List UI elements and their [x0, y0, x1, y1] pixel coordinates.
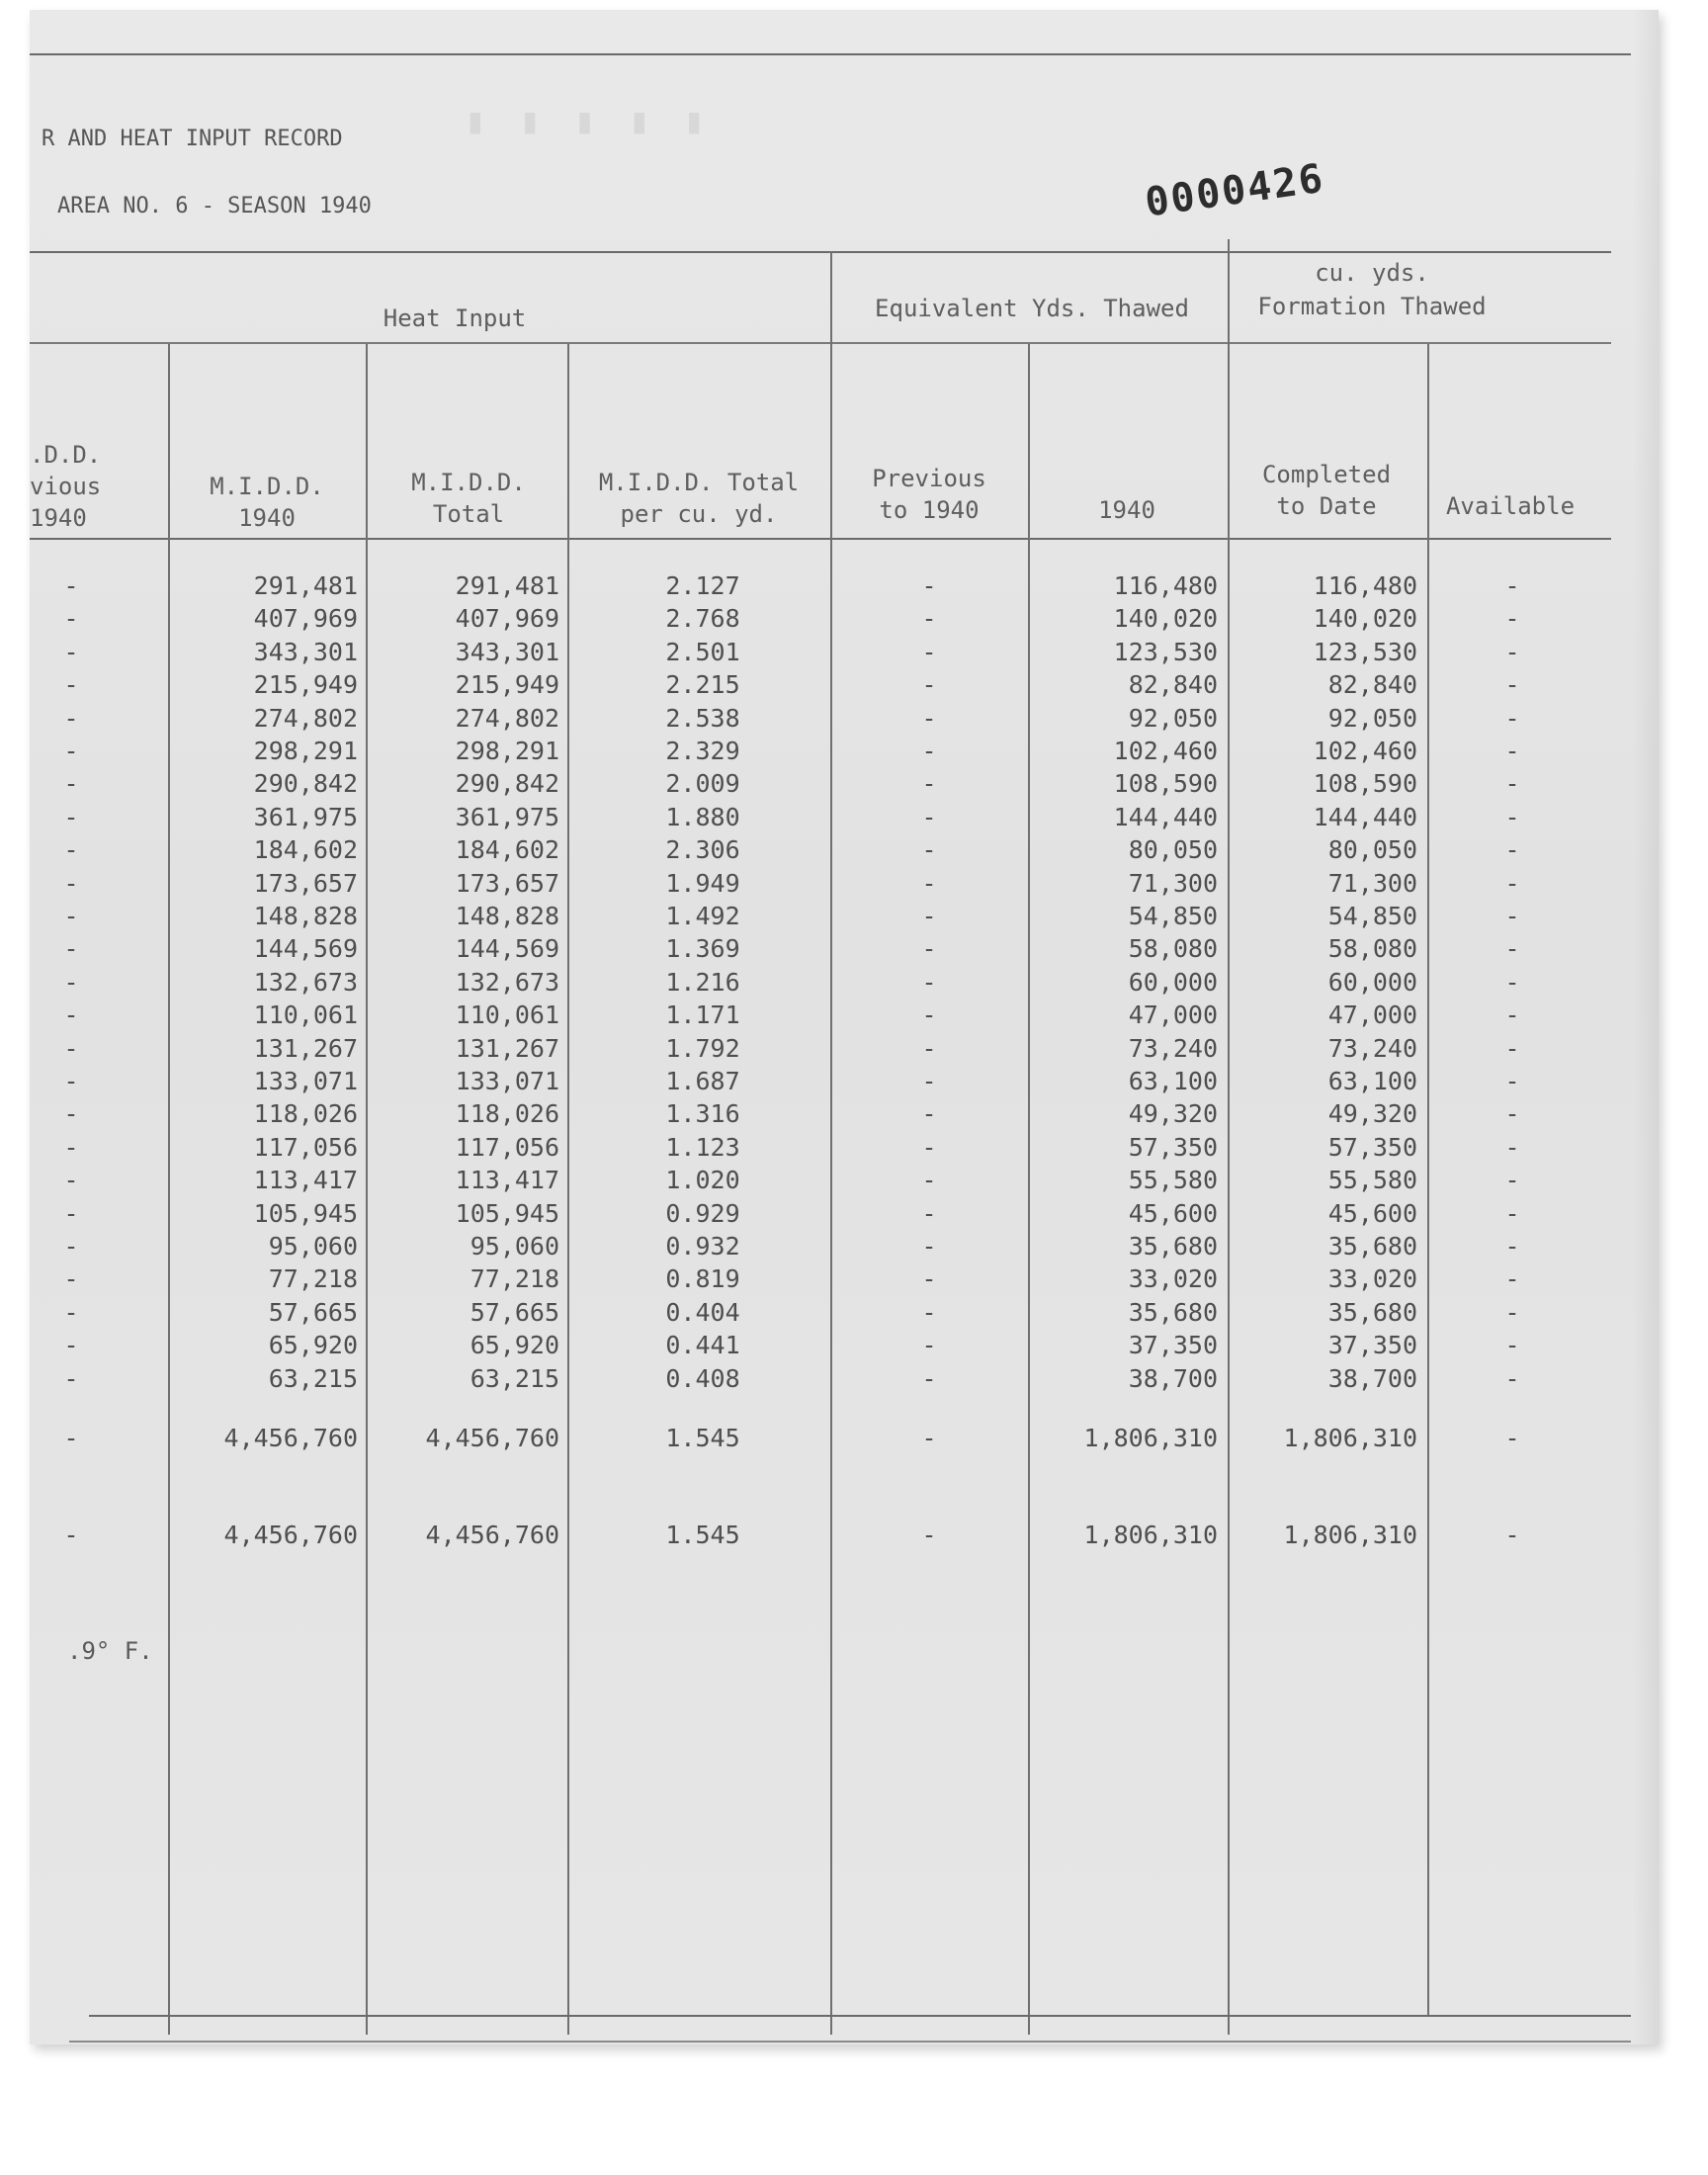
cell-midd-1940: 361,975	[253, 802, 358, 831]
cell-completed: 82,840	[1327, 670, 1417, 700]
cell-prev-midd: -	[63, 1198, 79, 1228]
cell-prev-midd: -	[63, 934, 79, 964]
col-header-previous-midd: .D.D. vious 1940	[30, 441, 102, 532]
cell-midd-1940: 131,267	[253, 1033, 358, 1063]
cell-prev-1940: -	[921, 1297, 937, 1327]
col-rule-3	[567, 344, 569, 2035]
col-header-completed: Completed to Date	[1261, 461, 1392, 520]
cell-yds-1940: 63,100	[1128, 1067, 1218, 1095]
cell-midd-per-yd: 1.369	[665, 934, 740, 964]
cell-midd-per-yd: 1.316	[665, 1099, 740, 1129]
cell-prev-midd: -	[63, 1232, 79, 1261]
bottom-rule-2	[69, 2041, 1631, 2043]
cell-prev-1940: -	[921, 604, 937, 634]
cell-midd-per-yd: 2.538	[665, 703, 740, 733]
cell-yds-1940: 58,080	[1128, 934, 1218, 964]
col-rule-5	[1028, 344, 1030, 2035]
cell-prev-midd: -	[63, 1067, 79, 1095]
cell-prev-1940: -	[921, 1363, 937, 1393]
cell-yds-1940: 33,020	[1128, 1264, 1218, 1294]
cell-prev-midd: -	[63, 1033, 79, 1063]
cell-available: -	[1504, 1099, 1520, 1129]
cell-prev-1940: -	[921, 1232, 937, 1261]
col-header-available: Available	[1445, 492, 1576, 520]
cell-midd-total: 274,802	[455, 703, 559, 733]
group-header-formation-2: Formation Thawed	[1257, 293, 1487, 320]
cell-yds-1940: 140,020	[1113, 604, 1218, 634]
cell-available: -	[1504, 1132, 1520, 1162]
cell-midd-per-yd: 1.216	[665, 967, 740, 997]
cell-midd-1940: 343,301	[253, 637, 358, 666]
cell-prev-1940: -	[921, 1198, 937, 1228]
cell-prev-1940: -	[921, 637, 937, 666]
cell-prev-midd: -	[63, 835, 79, 865]
header-top-rule	[30, 251, 1611, 253]
cell-midd-1940: 274,802	[253, 703, 358, 733]
cell-midd-per-yd: 1.492	[665, 902, 740, 930]
document-sheet	[30, 10, 1659, 2044]
col-rule-2	[366, 344, 368, 2035]
cell-prev-midd: -	[63, 1000, 79, 1030]
cell-yds-1940: 54,850	[1128, 902, 1218, 930]
cell-yds-1940: 37,350	[1128, 1331, 1218, 1360]
cell-yds-1940: 123,530	[1113, 637, 1218, 666]
cell-midd-total: 407,969	[455, 604, 559, 634]
cell-prev-1940: -	[921, 1166, 937, 1195]
cell-completed: 71,300	[1327, 868, 1417, 898]
cell-yds-1940: 80,050	[1128, 835, 1218, 865]
cell-midd-per-yd: 1.949	[665, 868, 740, 898]
cell-yds-1940: 144,440	[1113, 802, 1218, 831]
cell-yds-1940: 108,590	[1113, 769, 1218, 799]
cell-prev-1940: -	[921, 703, 937, 733]
cell-midd-total: 4,456,760	[425, 1424, 559, 1452]
cell-midd-per-yd: 1.545	[665, 1424, 740, 1452]
cell-prev-1940: -	[921, 769, 937, 799]
cell-midd-1940: 95,060	[268, 1232, 358, 1261]
cell-prev-midd: -	[63, 604, 79, 634]
cell-prev-1940: -	[921, 1132, 937, 1162]
cell-prev-1940: -	[921, 802, 937, 831]
cell-prev-midd: -	[63, 868, 79, 898]
cell-prev-midd: -	[63, 1521, 79, 1549]
cell-midd-total: 361,975	[455, 802, 559, 831]
cell-midd-total: 298,291	[455, 737, 559, 765]
cell-midd-total: 117,056	[455, 1132, 559, 1162]
cell-prev-1940: -	[921, 571, 937, 600]
group-header-formation-1: cu. yds.	[1315, 259, 1429, 287]
col-header-midd-1940: M.I.D.D. 1940	[210, 473, 324, 532]
cell-midd-1940: 57,665	[268, 1297, 358, 1327]
cell-prev-1940: -	[921, 670, 937, 700]
cell-midd-total: 65,920	[470, 1331, 559, 1360]
cell-available: -	[1504, 1198, 1520, 1228]
cell-midd-per-yd: 0.408	[665, 1363, 740, 1393]
cell-midd-1940: 215,949	[253, 670, 358, 700]
cell-midd-total: 132,673	[455, 967, 559, 997]
cell-prev-1940: -	[921, 835, 937, 865]
cell-midd-1940: 290,842	[253, 769, 358, 799]
cell-midd-1940: 65,920	[268, 1331, 358, 1360]
cell-available: -	[1504, 1363, 1520, 1393]
cell-completed: 35,680	[1327, 1297, 1417, 1327]
cell-available: -	[1504, 1424, 1520, 1452]
cell-midd-total: 113,417	[455, 1166, 559, 1195]
cell-completed: 45,600	[1327, 1198, 1417, 1228]
cell-midd-per-yd: 1.545	[665, 1521, 740, 1549]
bottom-rule-1	[89, 2015, 1631, 2017]
cell-midd-total: 291,481	[455, 571, 559, 600]
cell-prev-midd: -	[63, 1297, 79, 1327]
cell-midd-per-yd: 2.768	[665, 604, 740, 634]
cell-completed: 73,240	[1327, 1033, 1417, 1063]
cell-midd-1940: 4,456,760	[223, 1424, 358, 1452]
cell-midd-total: 63,215	[470, 1363, 559, 1393]
cell-completed: 80,050	[1327, 835, 1417, 865]
cell-completed: 116,480	[1313, 571, 1417, 600]
cell-available: -	[1504, 1033, 1520, 1063]
cell-midd-total: 343,301	[455, 637, 559, 666]
cell-midd-total: 184,602	[455, 835, 559, 865]
cell-available: -	[1504, 967, 1520, 997]
cell-midd-total: 133,071	[455, 1067, 559, 1095]
cell-prev-1940: -	[921, 934, 937, 964]
cell-midd-total: 173,657	[455, 868, 559, 898]
cell-midd-total: 57,665	[470, 1297, 559, 1327]
cell-available: -	[1504, 1232, 1520, 1261]
col-header-midd-per-yd: M.I.D.D. Total per cu. yd.	[598, 469, 800, 528]
cell-available: -	[1504, 802, 1520, 831]
cell-completed: 38,700	[1327, 1363, 1417, 1393]
cell-midd-1940: 184,602	[253, 835, 358, 865]
cell-completed: 49,320	[1327, 1099, 1417, 1129]
header-mid-rule	[30, 342, 1611, 344]
cell-midd-1940: 148,828	[253, 902, 358, 930]
cell-completed: 47,000	[1327, 1000, 1417, 1030]
cell-prev-midd: -	[63, 769, 79, 799]
cell-completed: 57,350	[1327, 1132, 1417, 1162]
cell-completed: 35,680	[1327, 1232, 1417, 1261]
cell-midd-per-yd: 0.441	[665, 1331, 740, 1360]
cell-completed: 1,806,310	[1283, 1521, 1417, 1549]
cell-midd-per-yd: 1.687	[665, 1067, 740, 1095]
cell-prev-1940: -	[921, 1521, 937, 1549]
col-rule-1	[168, 344, 170, 2035]
cell-available: -	[1504, 1264, 1520, 1294]
cell-yds-1940: 82,840	[1128, 670, 1218, 700]
cell-midd-total: 77,218	[470, 1264, 559, 1294]
cell-yds-1940: 35,680	[1128, 1297, 1218, 1327]
cell-midd-1940: 144,569	[253, 934, 358, 964]
cell-prev-1940: -	[921, 1033, 937, 1063]
cell-yds-1940: 73,240	[1128, 1033, 1218, 1063]
cell-completed: 144,440	[1313, 802, 1417, 831]
cell-midd-per-yd: 0.404	[665, 1297, 740, 1327]
cell-yds-1940: 116,480	[1113, 571, 1218, 600]
cell-midd-per-yd: 1.792	[665, 1033, 740, 1063]
cell-available: -	[1504, 769, 1520, 799]
cell-yds-1940: 1,806,310	[1083, 1424, 1218, 1452]
cell-prev-1940: -	[921, 902, 937, 930]
cell-yds-1940: 55,580	[1128, 1166, 1218, 1195]
cell-completed: 55,580	[1327, 1166, 1417, 1195]
cell-midd-total: 131,267	[455, 1033, 559, 1063]
header-bottom-rule	[30, 538, 1611, 540]
col-rule-4	[830, 251, 832, 2035]
cell-prev-midd: -	[63, 1099, 79, 1129]
cell-available: -	[1504, 1521, 1520, 1549]
cell-completed: 123,530	[1313, 637, 1417, 666]
cell-midd-1940: 105,945	[253, 1198, 358, 1228]
cell-completed: 58,080	[1327, 934, 1417, 964]
cell-midd-per-yd: 2.306	[665, 835, 740, 865]
cell-available: -	[1504, 1000, 1520, 1030]
cell-yds-1940: 38,700	[1128, 1363, 1218, 1393]
cell-midd-total: 215,949	[455, 670, 559, 700]
cell-midd-total: 290,842	[455, 769, 559, 799]
cell-midd-1940: 110,061	[253, 1000, 358, 1030]
cell-prev-1940: -	[921, 1424, 937, 1452]
cell-completed: 54,850	[1327, 902, 1417, 930]
cell-completed: 33,020	[1327, 1264, 1417, 1294]
cell-midd-1940: 407,969	[253, 604, 358, 634]
cell-yds-1940: 71,300	[1128, 868, 1218, 898]
cell-midd-per-yd: 2.127	[665, 571, 740, 600]
cell-completed: 37,350	[1327, 1331, 1417, 1360]
cell-prev-midd: -	[63, 1424, 79, 1452]
cell-completed: 1,806,310	[1283, 1424, 1417, 1452]
cell-yds-1940: 60,000	[1128, 967, 1218, 997]
cell-midd-1940: 63,215	[268, 1363, 358, 1393]
cell-available: -	[1504, 670, 1520, 700]
cell-midd-total: 105,945	[455, 1198, 559, 1228]
cell-prev-midd: -	[63, 902, 79, 930]
col-header-midd-total: M.I.D.D. Total	[411, 469, 526, 528]
cell-midd-total: 95,060	[470, 1232, 559, 1261]
cell-available: -	[1504, 1067, 1520, 1095]
footnote: .9° F.	[67, 1637, 153, 1665]
cell-midd-per-yd: 2.009	[665, 769, 740, 799]
cell-prev-midd: -	[63, 703, 79, 733]
cell-completed: 92,050	[1327, 703, 1417, 733]
cell-available: -	[1504, 637, 1520, 666]
cell-prev-midd: -	[63, 737, 79, 765]
cell-midd-per-yd: 1.880	[665, 802, 740, 831]
cell-midd-total: 110,061	[455, 1000, 559, 1030]
cell-prev-1940: -	[921, 868, 937, 898]
cell-midd-total: 4,456,760	[425, 1521, 559, 1549]
top-rule	[30, 53, 1631, 55]
cell-available: -	[1504, 934, 1520, 964]
group-header-heat-input: Heat Input	[383, 304, 527, 332]
cell-completed: 108,590	[1313, 769, 1417, 799]
cell-yds-1940: 102,460	[1113, 737, 1218, 765]
col-rule-6	[1228, 239, 1230, 2035]
cell-midd-total: 118,026	[455, 1099, 559, 1129]
col-header-1940: 1940	[1098, 496, 1155, 524]
cell-prev-midd: -	[63, 637, 79, 666]
cell-completed: 63,100	[1327, 1067, 1417, 1095]
cell-prev-1940: -	[921, 1099, 937, 1129]
cell-prev-1940: -	[921, 1000, 937, 1030]
cell-midd-per-yd: 1.020	[665, 1166, 740, 1195]
cell-midd-1940: 4,456,760	[223, 1521, 358, 1549]
cell-yds-1940: 35,680	[1128, 1232, 1218, 1261]
cell-prev-midd: -	[63, 802, 79, 831]
cell-midd-total: 144,569	[455, 934, 559, 964]
cell-midd-per-yd: 1.171	[665, 1000, 740, 1030]
cell-prev-midd: -	[63, 1264, 79, 1294]
cell-midd-per-yd: 0.932	[665, 1232, 740, 1261]
cell-prev-1940: -	[921, 1264, 937, 1294]
bleed-through-mark: ▮ ▮ ▮ ▮ ▮	[465, 101, 712, 141]
document-title: R AND HEAT INPUT RECORD	[42, 127, 343, 151]
cell-yds-1940: 92,050	[1128, 703, 1218, 733]
cell-midd-per-yd: 2.501	[665, 637, 740, 666]
cell-yds-1940: 49,320	[1128, 1099, 1218, 1129]
cell-midd-1940: 117,056	[253, 1132, 358, 1162]
cell-available: -	[1504, 703, 1520, 733]
cell-available: -	[1504, 737, 1520, 765]
cell-midd-1940: 77,218	[268, 1264, 358, 1294]
cell-midd-1940: 118,026	[253, 1099, 358, 1129]
cell-yds-1940: 47,000	[1128, 1000, 1218, 1030]
cell-midd-per-yd: 2.329	[665, 737, 740, 765]
stamp-number: 0000426	[1142, 155, 1327, 226]
cell-yds-1940: 1,806,310	[1083, 1521, 1218, 1549]
cell-prev-midd: -	[63, 1166, 79, 1195]
cell-available: -	[1504, 1331, 1520, 1360]
cell-midd-per-yd: 1.123	[665, 1132, 740, 1162]
cell-prev-1940: -	[921, 967, 937, 997]
cell-prev-midd: -	[63, 967, 79, 997]
cell-yds-1940: 57,350	[1128, 1132, 1218, 1162]
cell-completed: 102,460	[1313, 737, 1417, 765]
cell-completed: 60,000	[1327, 967, 1417, 997]
cell-midd-1940: 133,071	[253, 1067, 358, 1095]
cell-midd-per-yd: 0.819	[665, 1264, 740, 1294]
col-header-previous-1940: Previous to 1940	[872, 465, 986, 524]
cell-available: -	[1504, 1297, 1520, 1327]
cell-midd-1940: 298,291	[253, 737, 358, 765]
cell-prev-midd: -	[63, 571, 79, 600]
cell-available: -	[1504, 1166, 1520, 1195]
cell-prev-midd: -	[63, 1363, 79, 1393]
cell-available: -	[1504, 868, 1520, 898]
cell-midd-per-yd: 2.215	[665, 670, 740, 700]
cell-prev-midd: -	[63, 1331, 79, 1360]
cell-completed: 140,020	[1313, 604, 1417, 634]
cell-prev-1940: -	[921, 737, 937, 765]
cell-prev-midd: -	[63, 670, 79, 700]
cell-midd-1940: 291,481	[253, 571, 358, 600]
cell-midd-1940: 113,417	[253, 1166, 358, 1195]
cell-midd-total: 148,828	[455, 902, 559, 930]
col-rule-7	[1427, 344, 1429, 2015]
cell-yds-1940: 45,600	[1128, 1198, 1218, 1228]
document-subtitle: AREA NO. 6 - SEASON 1940	[57, 194, 372, 218]
cell-available: -	[1504, 902, 1520, 930]
cell-prev-midd: -	[63, 1132, 79, 1162]
cell-prev-1940: -	[921, 1067, 937, 1095]
cell-available: -	[1504, 604, 1520, 634]
group-header-equivalent: Equivalent Yds. Thawed	[875, 295, 1189, 322]
cell-midd-1940: 132,673	[253, 967, 358, 997]
cell-midd-per-yd: 0.929	[665, 1198, 740, 1228]
cell-available: -	[1504, 571, 1520, 600]
cell-prev-1940: -	[921, 1331, 937, 1360]
cell-midd-1940: 173,657	[253, 868, 358, 898]
cell-available: -	[1504, 835, 1520, 865]
